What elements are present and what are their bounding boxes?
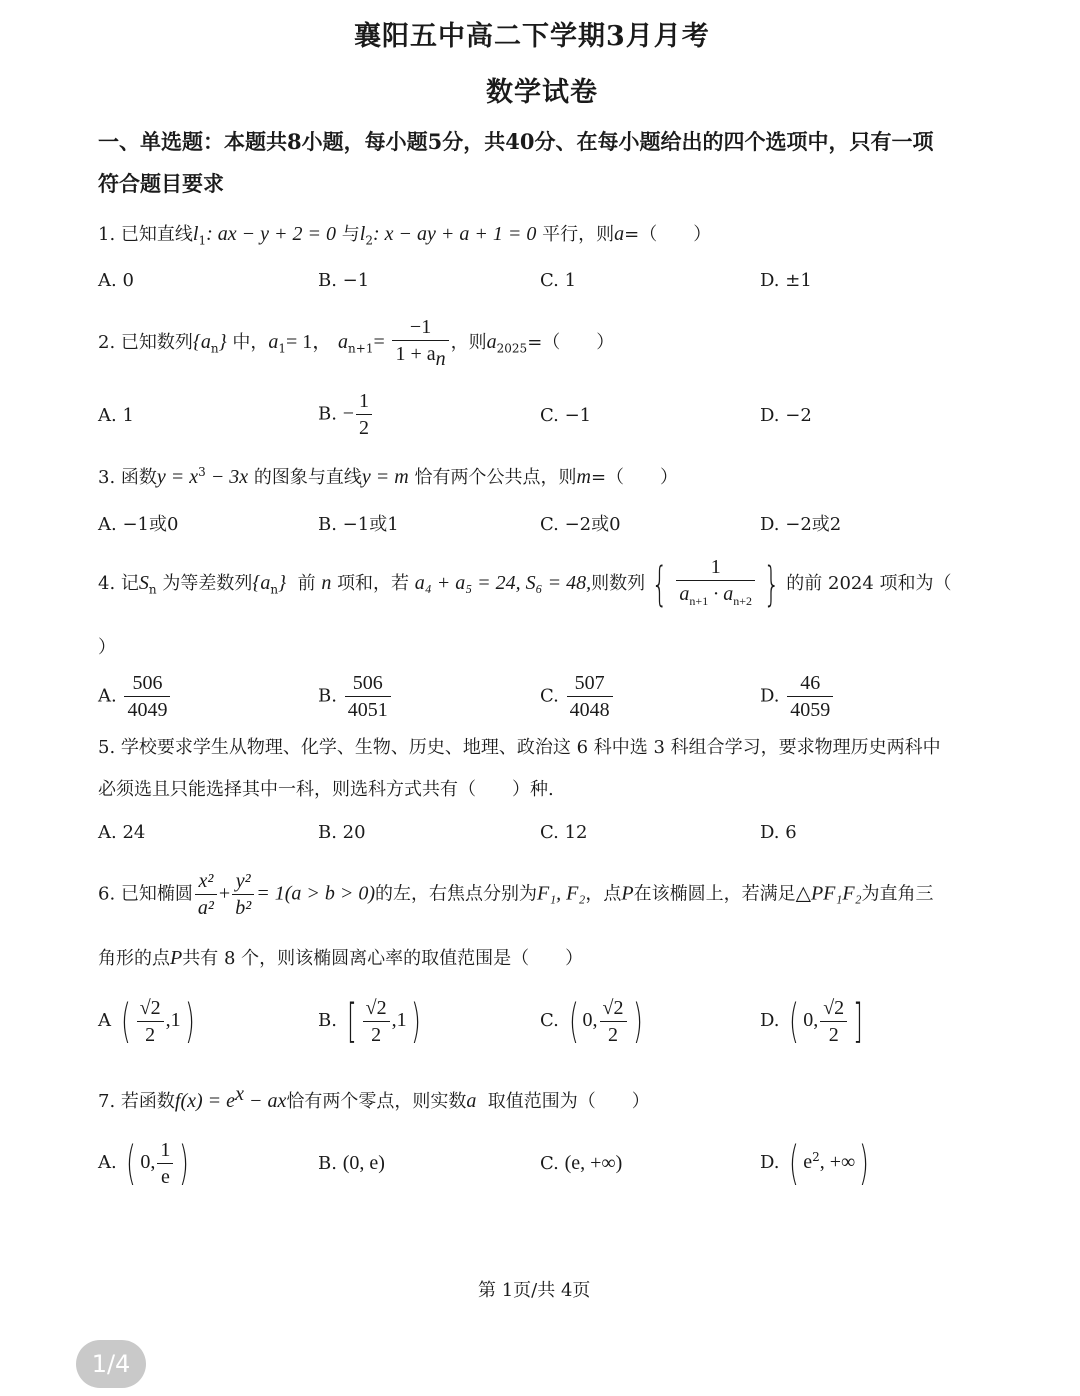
q3-option-b[interactable]: B. −1或1 [318, 514, 399, 535]
q4-option-c[interactable]: C. $\frac{507}{4048}$ [540, 670, 615, 723]
q4-option-b[interactable]: B. $\frac{506}{4051}$ [318, 670, 393, 723]
q2-option-b[interactable]: B. − $\frac{1}{2}$ [318, 388, 374, 441]
q3-option-a[interactable]: A. −1或0 [98, 514, 179, 535]
exam-subtitle: 数学试卷 [486, 77, 598, 108]
q6-option-a[interactable]: A ( $\frac{√2}{2}$ ,1) [98, 994, 195, 1048]
question-2: 2. 已知数列$\{a_n\}$ 中，$a_1= 1$， $a_{n+1}=$ $\frac{-1}{1 + a_n}$ ，则$a_{2025}=$（ ） [98, 316, 615, 370]
q7-option-d[interactable]: D. ( $e^2$, +∞) [760, 1136, 870, 1190]
q3-option-c[interactable]: C. −2或0 [540, 514, 621, 535]
q1-option-d[interactable]: D. ±1 [760, 270, 812, 291]
q1-option-b[interactable]: B. −1 [318, 270, 370, 291]
q4-option-d[interactable]: D. $\frac{46}{4059}$ [760, 670, 835, 723]
question-5-line1: 5. 学校要求学生从物理、化学、生物、历史、地理、政治这 6 科中选 3 科组合学习，要求物理历史两科中 [98, 737, 941, 758]
q1-option-c[interactable]: C. 1 [540, 270, 577, 291]
q2-option-c[interactable]: C. −1 [540, 405, 592, 426]
q4-option-a[interactable]: A. $\frac{506}{4049}$ [98, 670, 172, 723]
q3-option-d[interactable]: D. −2或2 [760, 514, 842, 535]
question-4-continued: ） [98, 637, 116, 658]
question-6-line2: 角形的点P共有 8 个，则该椭圆离心率的取值范围是（ ） [98, 947, 584, 969]
question-1: 1. 已知直线$l_1$: ax − y + 2 = 0 与$l_2$: x − ay + a + 1 = 0 平行，则a=（ ） [98, 223, 712, 248]
question-6: 6. 已知椭圆 $\frac{\text{x²}}{\text{a²}}$ + $\frac{\text{y²}}{\text{b²}}$ = 1(a > b > 0)的左，右焦点分别为F₁, F₂，点P在该椭圆上，若满足△PF₁F₂为直角三 [98, 870, 934, 919]
q5-option-b[interactable]: B. 20 [318, 822, 366, 843]
q6-option-c[interactable]: C. ( 0, $\frac{√2}{2}$ ) [540, 994, 643, 1048]
q5-option-a[interactable]: A. 24 [98, 822, 146, 843]
question-3: 3. 函数$y = x^3 - 3x$ 的图象与直线y = m 恰有两个公共点，则m=（ ） [98, 465, 679, 488]
page-indicator[interactable]: 1/4 [76, 1340, 146, 1388]
page-footer: 第 1页/共 4页 [478, 1280, 591, 1301]
section-header-line2: 符合题目要求 [98, 171, 224, 196]
question-4: 4. 记$S_n$ 为等差数列$\{a_n\}$ 前 n 项和，若 a₄ + a₅ = 24, S₆ = 48,则数列 { $\frac{1}{a_{n+1} \cdot a_{n+2}}$ } 的前 2024 项和为（ [98, 556, 952, 611]
section-header-line1: 一、单选题：本题共8小题，每小题5分，共40分、在每小题给出的四个选项中，只有一项 [98, 129, 934, 154]
question-7: 7. 若函数$f(x) = e^x$ − ax恰有两个零点，则实数a 取值范围为（ ） [98, 1083, 650, 1112]
q5-option-c[interactable]: C. 12 [540, 822, 588, 843]
q5-option-d[interactable]: D. 6 [760, 822, 797, 843]
q6-option-d[interactable]: D. ( 0, $\frac{√2}{2}$ ] [760, 994, 864, 1048]
q2-option-a[interactable]: A. 1 [98, 405, 134, 426]
question-5-line2: 必须选且只能选择其中一科，则选科方式共有（ ）种. [98, 779, 554, 800]
q6-option-b[interactable]: B. [ $\frac{√2}{2}$ ,1) [318, 994, 421, 1048]
q7-option-c[interactable]: C. (e, +∞) [540, 1152, 623, 1174]
q7-option-b[interactable]: B. (0, e) [318, 1152, 385, 1174]
q2-option-d[interactable]: D. −2 [760, 405, 812, 426]
q1-option-a[interactable]: A. 0 [98, 270, 134, 291]
q2-fraction: $\frac{-1}{1 + a_n}$ [392, 314, 448, 372]
q7-option-a[interactable]: A. ( 0, $\frac{1}{e}$ ) [98, 1136, 190, 1190]
exam-title: 襄阳五中高二下学期3月月考 [354, 21, 710, 52]
